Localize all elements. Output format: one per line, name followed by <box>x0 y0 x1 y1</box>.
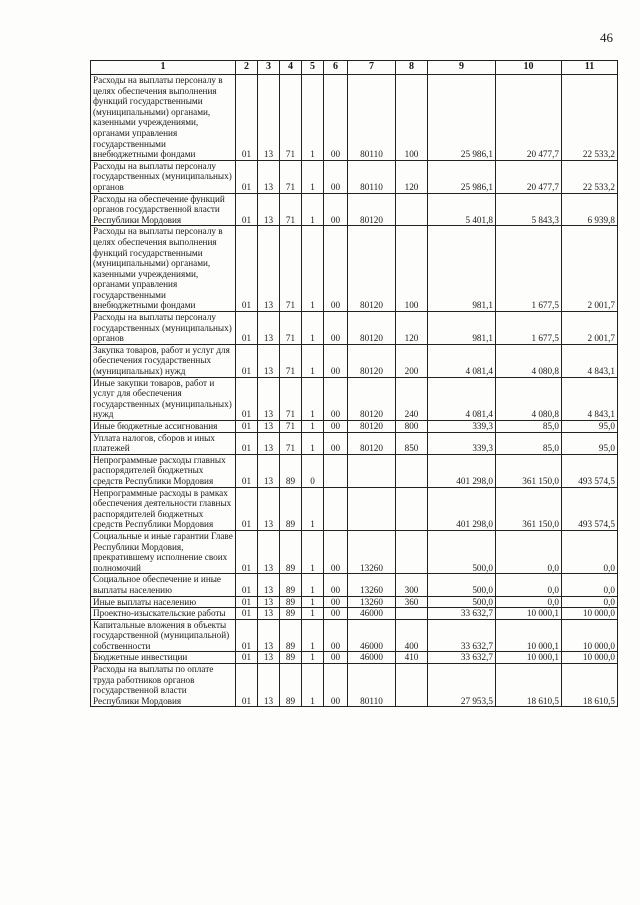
cell-section: 01 <box>236 160 258 193</box>
cell-subsection: 13 <box>258 432 280 454</box>
cell-expense-type: 400 <box>396 619 428 652</box>
cell-amount-3: 10 000,0 <box>562 652 618 664</box>
cell-program: 71 <box>280 193 302 226</box>
cell-section: 01 <box>236 344 258 377</box>
cell-amount-1: 33 632,7 <box>428 619 496 652</box>
row-name: Иные выплаты населению <box>91 596 236 608</box>
cell-direction: 80120 <box>348 377 396 420</box>
cell-measure: 00 <box>324 619 348 652</box>
cell-amount-3: 493 574,5 <box>562 454 618 487</box>
table-row <box>91 377 618 420</box>
cell-direction: 80120 <box>348 226 396 312</box>
cell-amount-3: 95,0 <box>562 432 618 454</box>
cell-subsection: 13 <box>258 193 280 226</box>
table-row <box>91 454 618 487</box>
table-row <box>91 160 618 193</box>
cell-measure: 00 <box>324 421 348 433</box>
table-row <box>91 664 618 707</box>
cell-amount-2: 361 150,0 <box>496 487 562 530</box>
cell-expense-type <box>396 454 428 487</box>
cell-amount-2: 4 080,8 <box>496 344 562 377</box>
row-name: Расходы на выплаты по оплате труда работников органов государственной власти Республики Мордовия <box>91 664 236 707</box>
cell-direction: 80120 <box>348 432 396 454</box>
cell-program: 89 <box>280 619 302 652</box>
cell-subprogram: 0 <box>302 454 324 487</box>
cell-section: 01 <box>236 574 258 596</box>
cell-section: 01 <box>236 226 258 312</box>
cell-subprogram: 1 <box>302 226 324 312</box>
cell-program: 89 <box>280 454 302 487</box>
cell-program: 71 <box>280 312 302 345</box>
cell-section: 01 <box>236 312 258 345</box>
cell-subsection: 13 <box>258 530 280 573</box>
budget-table <box>90 60 618 707</box>
cell-direction: 13260 <box>348 530 396 573</box>
cell-amount-1: 981,1 <box>428 312 496 345</box>
cell-section: 01 <box>236 487 258 530</box>
cell-measure: 00 <box>324 75 348 161</box>
cell-subprogram: 1 <box>302 608 324 620</box>
cell-amount-1: 401 298,0 <box>428 487 496 530</box>
cell-direction <box>348 454 396 487</box>
header-row <box>91 61 618 75</box>
cell-section: 01 <box>236 432 258 454</box>
cell-amount-3: 2 001,7 <box>562 312 618 345</box>
cell-amount-2: 0,0 <box>496 596 562 608</box>
table-row <box>91 344 618 377</box>
row-name: Бюджетные инвестиции <box>91 652 236 664</box>
cell-program: 71 <box>280 377 302 420</box>
cell-direction: 80120 <box>348 344 396 377</box>
cell-amount-2: 0,0 <box>496 530 562 573</box>
cell-subprogram: 1 <box>302 652 324 664</box>
cell-direction: 13260 <box>348 596 396 608</box>
header-cell: 7 <box>348 61 396 75</box>
cell-section: 01 <box>236 596 258 608</box>
cell-direction: 80110 <box>348 75 396 161</box>
cell-direction: 80120 <box>348 312 396 345</box>
cell-direction: 13260 <box>348 574 396 596</box>
cell-expense-type <box>396 530 428 573</box>
cell-amount-1: 4 081,4 <box>428 377 496 420</box>
cell-measure: 00 <box>324 226 348 312</box>
cell-program: 89 <box>280 608 302 620</box>
cell-amount-3: 95,0 <box>562 421 618 433</box>
table-row <box>91 596 618 608</box>
cell-amount-3: 10 000,0 <box>562 608 618 620</box>
cell-subprogram: 1 <box>302 312 324 345</box>
cell-amount-3: 0,0 <box>562 574 618 596</box>
cell-expense-type: 120 <box>396 312 428 345</box>
cell-measure: 00 <box>324 377 348 420</box>
cell-subprogram: 1 <box>302 619 324 652</box>
cell-amount-1: 339,3 <box>428 421 496 433</box>
cell-measure: 00 <box>324 574 348 596</box>
cell-subprogram: 1 <box>302 377 324 420</box>
cell-program: 89 <box>280 652 302 664</box>
cell-amount-1: 339,3 <box>428 432 496 454</box>
cell-expense-type <box>396 664 428 707</box>
row-name: Расходы на выплаты персоналу в целях обеспечения выполнения функций государственными (муниципальными) органами, казенными учреждениями, органами управления государственными внебюджетными фондами <box>91 226 236 312</box>
table-row <box>91 193 618 226</box>
cell-section: 01 <box>236 193 258 226</box>
cell-subprogram: 1 <box>302 574 324 596</box>
table-row <box>91 619 618 652</box>
cell-measure: 00 <box>324 652 348 664</box>
table-row <box>91 421 618 433</box>
header-cell: 11 <box>562 61 618 75</box>
cell-amount-2: 5 843,3 <box>496 193 562 226</box>
cell-amount-1: 27 953,5 <box>428 664 496 707</box>
cell-measure: 00 <box>324 608 348 620</box>
row-name: Расходы на выплаты персоналу в целях обеспечения выполнения функций государственными (муниципальными) органами, казенными учреждениями, органами управления государственными внебюджетными фондами <box>91 75 236 161</box>
table-row <box>91 530 618 573</box>
cell-amount-2: 20 477,7 <box>496 160 562 193</box>
cell-amount-1: 25 986,1 <box>428 160 496 193</box>
table-row <box>91 432 618 454</box>
cell-subprogram: 1 <box>302 193 324 226</box>
cell-amount-3: 2 001,7 <box>562 226 618 312</box>
cell-section: 01 <box>236 608 258 620</box>
cell-subprogram: 1 <box>302 75 324 161</box>
cell-amount-1: 33 632,7 <box>428 652 496 664</box>
cell-amount-3: 0,0 <box>562 596 618 608</box>
cell-expense-type <box>396 487 428 530</box>
cell-amount-1: 500,0 <box>428 596 496 608</box>
cell-amount-3: 0,0 <box>562 530 618 573</box>
cell-subprogram: 1 <box>302 596 324 608</box>
cell-subsection: 13 <box>258 75 280 161</box>
cell-subsection: 13 <box>258 608 280 620</box>
cell-subsection: 13 <box>258 421 280 433</box>
cell-amount-1: 500,0 <box>428 574 496 596</box>
cell-subsection: 13 <box>258 619 280 652</box>
cell-section: 01 <box>236 652 258 664</box>
cell-amount-1: 25 986,1 <box>428 75 496 161</box>
cell-amount-1: 401 298,0 <box>428 454 496 487</box>
cell-program: 89 <box>280 487 302 530</box>
cell-amount-3: 4 843,1 <box>562 377 618 420</box>
cell-amount-1: 33 632,7 <box>428 608 496 620</box>
cell-measure: 00 <box>324 432 348 454</box>
cell-amount-1: 4 081,4 <box>428 344 496 377</box>
cell-amount-1: 500,0 <box>428 530 496 573</box>
cell-direction <box>348 487 396 530</box>
cell-amount-1: 981,1 <box>428 226 496 312</box>
row-name: Расходы на выплаты персоналу государственных (муниципальных) органов <box>91 312 236 345</box>
cell-amount-2: 20 477,7 <box>496 75 562 161</box>
cell-subsection: 13 <box>258 226 280 312</box>
cell-section: 01 <box>236 619 258 652</box>
header-cell: 6 <box>324 61 348 75</box>
table-row <box>91 226 618 312</box>
header-cell: 4 <box>280 61 302 75</box>
cell-amount-3: 18 610,5 <box>562 664 618 707</box>
cell-program: 71 <box>280 344 302 377</box>
cell-measure: 00 <box>324 312 348 345</box>
cell-direction: 80110 <box>348 160 396 193</box>
cell-subprogram: 1 <box>302 530 324 573</box>
cell-subsection: 13 <box>258 377 280 420</box>
cell-amount-3: 6 939,8 <box>562 193 618 226</box>
cell-subprogram: 1 <box>302 421 324 433</box>
cell-subprogram: 1 <box>302 487 324 530</box>
row-name: Расходы на обеспечение функций органов государственной власти Республики Мордовия <box>91 193 236 226</box>
cell-subsection: 13 <box>258 312 280 345</box>
cell-subsection: 13 <box>258 652 280 664</box>
table-row <box>91 652 618 664</box>
cell-amount-2: 361 150,0 <box>496 454 562 487</box>
cell-amount-3: 22 533,2 <box>562 160 618 193</box>
table-row <box>91 574 618 596</box>
page-number: 46 <box>600 30 613 45</box>
cell-amount-2: 18 610,5 <box>496 664 562 707</box>
cell-expense-type: 240 <box>396 377 428 420</box>
cell-direction: 46000 <box>348 619 396 652</box>
cell-expense-type: 410 <box>396 652 428 664</box>
row-name: Непрограммные расходы главных распорядителей бюджетных средств Республики Мордовия <box>91 454 236 487</box>
cell-section: 01 <box>236 530 258 573</box>
cell-subprogram: 1 <box>302 160 324 193</box>
cell-program: 71 <box>280 421 302 433</box>
cell-amount-2: 1 677,5 <box>496 226 562 312</box>
header-cell: 2 <box>236 61 258 75</box>
cell-subsection: 13 <box>258 664 280 707</box>
cell-amount-3: 4 843,1 <box>562 344 618 377</box>
cell-amount-2: 85,0 <box>496 421 562 433</box>
cell-expense-type: 100 <box>396 75 428 161</box>
cell-expense-type: 100 <box>396 226 428 312</box>
cell-expense-type: 850 <box>396 432 428 454</box>
cell-expense-type: 300 <box>396 574 428 596</box>
row-name: Расходы на выплаты персоналу государственных (муниципальных) органов <box>91 160 236 193</box>
header-cell: 9 <box>428 61 496 75</box>
cell-amount-2: 1 677,5 <box>496 312 562 345</box>
cell-program: 89 <box>280 596 302 608</box>
cell-expense-type <box>396 608 428 620</box>
cell-expense-type <box>396 193 428 226</box>
cell-direction: 46000 <box>348 608 396 620</box>
cell-section: 01 <box>236 664 258 707</box>
cell-measure: 00 <box>324 344 348 377</box>
row-name: Закупка товаров, работ и услуг для обеспечения государственных (муниципальных) нужд <box>91 344 236 377</box>
header-cell: 10 <box>496 61 562 75</box>
row-name: Социальное обеспечение и иные выплаты населению <box>91 574 236 596</box>
cell-expense-type: 800 <box>396 421 428 433</box>
cell-direction: 80120 <box>348 421 396 433</box>
cell-subsection: 13 <box>258 574 280 596</box>
header-cell: 8 <box>396 61 428 75</box>
cell-amount-2: 0,0 <box>496 574 562 596</box>
table-row <box>91 312 618 345</box>
cell-program: 89 <box>280 530 302 573</box>
cell-subsection: 13 <box>258 344 280 377</box>
cell-amount-2: 85,0 <box>496 432 562 454</box>
cell-direction: 46000 <box>348 652 396 664</box>
row-name: Непрограммные расходы в рамках обеспечения деятельности главных распорядителей бюджетных средств Республики Мордовия <box>91 487 236 530</box>
cell-section: 01 <box>236 75 258 161</box>
cell-program: 89 <box>280 574 302 596</box>
cell-amount-2: 10 000,1 <box>496 652 562 664</box>
cell-expense-type: 360 <box>396 596 428 608</box>
cell-amount-3: 493 574,5 <box>562 487 618 530</box>
cell-measure: 00 <box>324 193 348 226</box>
header-cell: 1 <box>91 61 236 75</box>
cell-program: 89 <box>280 664 302 707</box>
cell-subsection: 13 <box>258 454 280 487</box>
cell-subprogram: 1 <box>302 664 324 707</box>
cell-subsection: 13 <box>258 596 280 608</box>
row-name: Иные бюджетные ассигнования <box>91 421 236 433</box>
cell-amount-2: 4 080,8 <box>496 377 562 420</box>
table-row <box>91 75 618 161</box>
row-name: Капитальные вложения в объекты государственной (муниципальной) собственности <box>91 619 236 652</box>
cell-measure: 00 <box>324 596 348 608</box>
cell-measure: 00 <box>324 530 348 573</box>
cell-direction: 80120 <box>348 193 396 226</box>
cell-expense-type: 120 <box>396 160 428 193</box>
cell-program: 71 <box>280 432 302 454</box>
cell-subprogram: 1 <box>302 344 324 377</box>
cell-subsection: 13 <box>258 487 280 530</box>
cell-program: 71 <box>280 160 302 193</box>
cell-subsection: 13 <box>258 160 280 193</box>
cell-program: 71 <box>280 75 302 161</box>
cell-measure: 00 <box>324 160 348 193</box>
cell-amount-1: 5 401,8 <box>428 193 496 226</box>
cell-expense-type: 200 <box>396 344 428 377</box>
cell-amount-2: 10 000,1 <box>496 619 562 652</box>
cell-measure: 00 <box>324 664 348 707</box>
row-name: Социальные и иные гарантии Главе Республики Мордовия, прекратившему исполнение своих полномочий <box>91 530 236 573</box>
cell-amount-3: 22 533,2 <box>562 75 618 161</box>
cell-section: 01 <box>236 421 258 433</box>
cell-subprogram: 1 <box>302 432 324 454</box>
header-cell: 5 <box>302 61 324 75</box>
cell-program: 71 <box>280 226 302 312</box>
table-row <box>91 608 618 620</box>
cell-direction: 80110 <box>348 664 396 707</box>
cell-measure <box>324 454 348 487</box>
row-name: Проектно-изыскательские работы <box>91 608 236 620</box>
cell-amount-2: 10 000,1 <box>496 608 562 620</box>
cell-section: 01 <box>236 454 258 487</box>
cell-measure <box>324 487 348 530</box>
row-name: Уплата налогов, сборов и иных платежей <box>91 432 236 454</box>
header-cell: 3 <box>258 61 280 75</box>
cell-section: 01 <box>236 377 258 420</box>
row-name: Иные закупки товаров, работ и услуг для обеспечения государственных (муниципальных) нужд <box>91 377 236 420</box>
table-row <box>91 487 618 530</box>
cell-amount-3: 10 000,0 <box>562 619 618 652</box>
